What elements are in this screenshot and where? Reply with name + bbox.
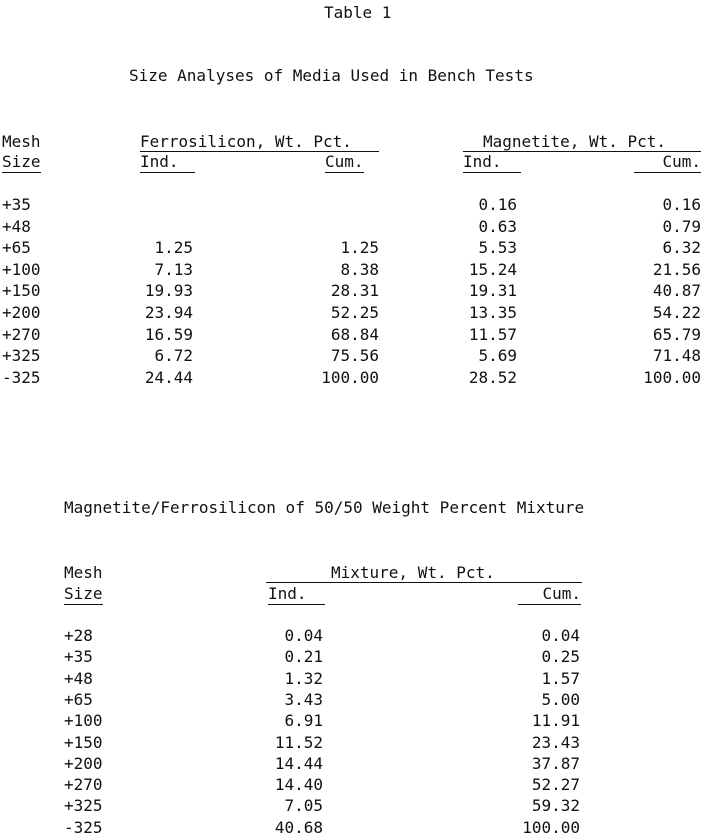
magnetite-cum-header: Cum. (634, 151, 701, 173)
magnetite-ind-header: Ind. (463, 151, 521, 173)
ferrosilicon-cum-cell: 1.25 (340, 238, 379, 258)
table-label: Table 1 (324, 3, 392, 22)
table2-title: Magnetite/Ferrosilicon of 50/50 Weight Percent Mixture (64, 498, 585, 517)
table1-title: Size Analyses of Media Used in Bench Tests (129, 66, 534, 85)
table1-size-header: Size (2, 152, 41, 171)
ferrosilicon-ind-cell: 24.44 (144, 367, 193, 387)
mixture-ind-cell: 3.43 (284, 689, 323, 709)
ferrosilicon-ind-cell: 23.94 (144, 303, 193, 322)
table1-mesh-header: Mesh (2, 132, 41, 151)
ferrosilicon-ind-cell: 19.93 (144, 281, 193, 301)
ferrosilicon-cum-cell: 28.31 (330, 281, 379, 301)
magnetite-ind-cell: 19.31 (468, 281, 517, 301)
ferrosilicon-cum-cell: 100.00 (321, 367, 379, 387)
magnetite-cum-cell: 6.32 (662, 238, 701, 258)
mixture-ind-cell: 11.52 (274, 732, 323, 752)
mixture-ind-cell: 7.05 (284, 796, 323, 816)
magnetite-cum-cell: 71.48 (652, 346, 701, 366)
magnetite-ind-cell: 13.35 (468, 303, 517, 322)
mesh-size-cell: -325 (2, 367, 41, 387)
mixture-mesh-size-cell: +65 (64, 689, 93, 709)
mixture-mesh-size-cell: +48 (64, 668, 93, 688)
magnetite-cum-cell: 0.79 (662, 216, 701, 236)
ferrosilicon-cum-cell: 75.56 (330, 346, 379, 366)
mixture-ind-cell: 1.32 (284, 668, 323, 688)
magnetite-cum-cell: 40.87 (652, 281, 701, 301)
magnetite-ind-cell: 28.52 (468, 367, 517, 387)
mixture-ind-cell: 6.91 (284, 711, 323, 731)
mixture-mesh-size-cell: +200 (64, 753, 103, 773)
ferrosilicon-ind-header: Ind. (140, 151, 195, 173)
mixture-cum-cell: 23.43 (531, 732, 580, 752)
mixture-mesh-size-cell: +28 (64, 626, 93, 645)
mixture-cum-cell: 0.25 (541, 647, 580, 667)
mesh-size-cell: +270 (2, 324, 41, 344)
mixture-mesh-size-cell: +100 (64, 711, 103, 731)
mixture-cum-cell: 100.00 (522, 817, 580, 837)
ferrosilicon-header: Ferrosilicon, Wt. Pct. (140, 132, 352, 151)
magnetite-header: Magnetite, Wt. Pct. (483, 132, 667, 151)
table2-size-header: Size (64, 584, 103, 603)
mixture-mesh-size-cell: +325 (64, 796, 103, 816)
mixture-cum-cell: 52.27 (531, 775, 580, 795)
magnetite-ind-cell: 0.63 (478, 216, 517, 236)
mixture-cum-cell: 5.00 (541, 689, 580, 709)
mixture-mesh-size-cell: +35 (64, 647, 93, 667)
ferrosilicon-ind-cell: 6.72 (154, 346, 193, 366)
mixture-header: Mixture, Wt. Pct. (331, 563, 495, 582)
magnetite-cum-cell: 65.79 (652, 324, 701, 344)
ferrosilicon-ind-cell: 16.59 (144, 324, 193, 344)
magnetite-ind-cell: 5.69 (478, 346, 517, 366)
mixture-ind-cell: 14.40 (274, 775, 323, 795)
mesh-size-cell: +48 (2, 216, 31, 236)
magnetite-ind-cell: 15.24 (468, 259, 517, 279)
magnetite-ind-cell: 0.16 (478, 195, 517, 214)
mixture-cum-cell: 0.04 (541, 626, 580, 645)
mixture-mesh-size-cell: -325 (64, 817, 103, 837)
mixture-ind-header: Ind. (268, 583, 325, 605)
ferrosilicon-cum-header: Cum. (325, 152, 364, 171)
magnetite-ind-cell: 11.57 (468, 324, 517, 344)
mixture-mesh-size-cell: +150 (64, 732, 103, 752)
mesh-size-cell: +200 (2, 303, 41, 322)
magnetite-cum-cell: 0.16 (662, 195, 701, 214)
mixture-mesh-size-cell: +270 (64, 775, 103, 795)
mixture-cum-cell: 59.32 (531, 796, 580, 816)
mesh-size-cell: +35 (2, 195, 31, 214)
mixture-ind-cell: 14.44 (274, 753, 323, 773)
mesh-size-cell: +325 (2, 346, 41, 366)
ferrosilicon-ind-cell: 1.25 (154, 238, 193, 258)
magnetite-cum-cell: 21.56 (652, 259, 701, 279)
ferrosilicon-cum-cell: 52.25 (330, 303, 379, 322)
magnetite-cum-cell: 100.00 (643, 367, 701, 387)
magnetite-ind-cell: 5.53 (478, 238, 517, 258)
mixture-cum-cell: 37.87 (531, 753, 580, 773)
mixture-cum-cell: 11.91 (531, 711, 580, 731)
ferrosilicon-cum-cell: 8.38 (340, 259, 379, 279)
mesh-size-cell: +65 (2, 238, 31, 258)
mesh-size-cell: +150 (2, 281, 41, 301)
ferrosilicon-ind-cell: 7.13 (154, 259, 193, 279)
mixture-ind-cell: 0.21 (284, 647, 323, 667)
table2-mesh-header: Mesh (64, 563, 103, 582)
ferrosilicon-cum-cell: 68.84 (330, 324, 379, 344)
mixture-ind-cell: 0.04 (284, 626, 323, 645)
magnetite-cum-cell: 54.22 (652, 303, 701, 322)
mixture-cum-cell: 1.57 (541, 668, 580, 688)
mixture-ind-cell: 40.68 (274, 817, 323, 837)
mesh-size-cell: +100 (2, 259, 41, 279)
mixture-cum-header: Cum. (518, 583, 581, 605)
